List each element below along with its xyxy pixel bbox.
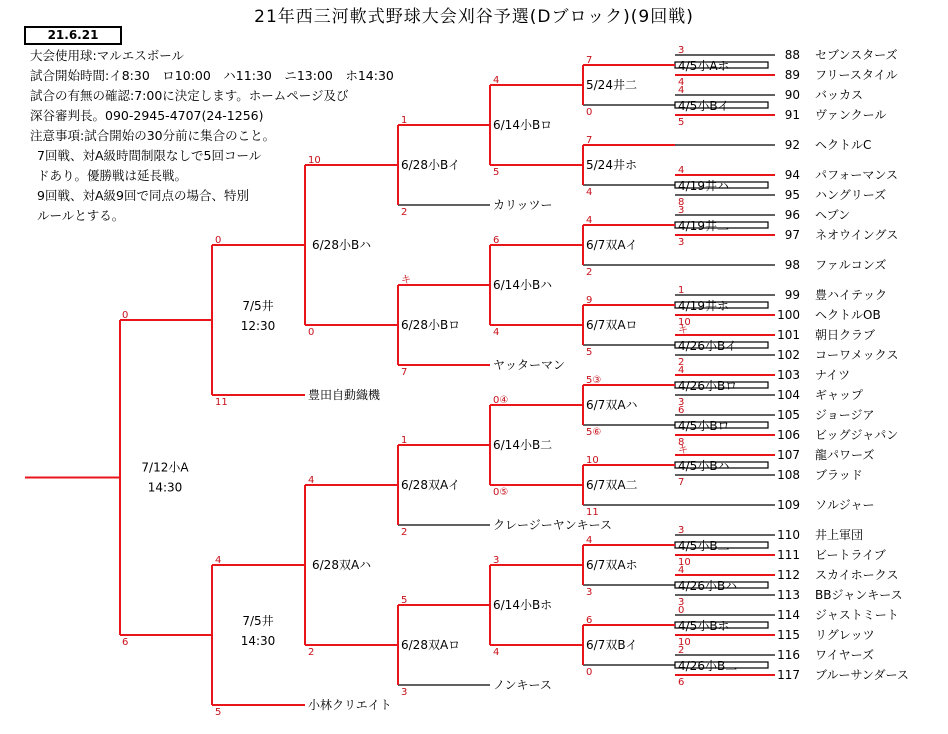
team-number: 100 <box>777 308 800 322</box>
score: 3 <box>586 587 593 598</box>
score: 11 <box>586 507 599 518</box>
score: 0 <box>586 107 593 118</box>
team-number: 92 <box>784 138 800 152</box>
game-label: 6/7双Aホ <box>586 558 638 572</box>
score: 0 <box>122 310 129 321</box>
game-label: 4/19井二 <box>678 219 729 233</box>
score: 9 <box>586 295 593 306</box>
info-line: 注意事項:試合開始の30分前に集合のこと。 <box>30 128 276 143</box>
team-number: 110 <box>777 528 800 542</box>
seeded-team: 小林クリエイト <box>308 698 392 712</box>
score: 10 <box>308 155 321 166</box>
info-line: 試合の有無の確認:7:00に決定します。ホームページ及び <box>30 88 349 103</box>
team-name: ワイヤーズ <box>815 648 875 662</box>
score: 4 <box>215 555 222 566</box>
score: 3 <box>678 45 685 56</box>
score: 6 <box>678 405 685 416</box>
game-label: 4/19井ホ <box>678 299 729 313</box>
info-line: 7回戦、対A級時間制限なしで5回コール <box>37 148 262 163</box>
game-label: 6/28双Aロ <box>401 638 461 652</box>
team-name: BBジャンキース <box>815 588 903 602</box>
score: 3 <box>678 205 685 216</box>
score: 5③ <box>586 375 602 386</box>
game-label: 4/26小Bイ <box>678 339 738 353</box>
team-number: 114 <box>777 608 800 622</box>
seeded-team: クレージーヤンキース <box>493 518 613 532</box>
score: 6 <box>122 637 129 648</box>
info-line: 大会使用球:マルエスボール <box>30 48 184 63</box>
score: 0 <box>678 605 685 616</box>
score: 10 <box>678 557 691 568</box>
game-label: 6/7双Aハ <box>586 398 638 412</box>
info-line: ドあり。優勝戦は延長戦。 <box>37 168 188 183</box>
team-number: 94 <box>784 168 800 182</box>
score: 0⑤ <box>493 487 509 498</box>
score: 0④ <box>493 395 509 406</box>
score: 10 <box>586 455 599 466</box>
team-number: 95 <box>784 188 800 202</box>
game-label: 4/19井ハ <box>678 179 729 193</box>
team-number: 103 <box>777 368 800 382</box>
score: 4 <box>493 75 500 86</box>
game-label: 4/26小B二 <box>678 659 738 673</box>
game-label: 6/28双Aハ <box>312 558 372 572</box>
game-label: 6/14小B二 <box>493 438 553 452</box>
game-label: 7/5井 <box>242 299 274 313</box>
score: 7 <box>678 477 685 488</box>
score: 3 <box>493 555 500 566</box>
game-label: 6/7双Aイ <box>586 238 638 252</box>
team-number: 90 <box>784 88 800 102</box>
score: 7 <box>586 55 593 66</box>
team-name: ファルコンズ <box>815 258 887 272</box>
score: 2 <box>401 527 408 538</box>
team-number: 104 <box>777 388 800 402</box>
team-number: 117 <box>777 668 800 682</box>
seeded-team: ヤッターマン <box>493 358 566 372</box>
score: 6 <box>586 615 593 626</box>
score: 4 <box>586 215 593 226</box>
team-number: 107 <box>777 448 800 462</box>
team-name: ハングリーズ <box>815 188 887 202</box>
team-name: ジャストミート <box>815 608 899 622</box>
team-name: 朝日クラブ <box>815 328 876 342</box>
team-number: 115 <box>777 628 800 642</box>
team-name: 龍パワーズ <box>815 448 875 462</box>
score: 5 <box>215 707 222 718</box>
score: 3 <box>678 525 685 536</box>
score: 10 <box>678 317 691 328</box>
team-number: 98 <box>784 258 800 272</box>
game-time: 12:30 <box>240 319 276 333</box>
team-name: ビッグジャパン <box>815 428 899 442</box>
game-label: 4/5小B二 <box>678 539 730 553</box>
score: 6 <box>678 677 685 688</box>
score: 2 <box>586 267 593 278</box>
score: 4 <box>678 77 685 88</box>
seeded-team: カリッツー <box>493 198 553 212</box>
team-name: 豊ハイテック <box>815 288 888 302</box>
team-number: 97 <box>784 228 800 242</box>
team-number: 99 <box>784 288 800 302</box>
score: 5 <box>678 117 685 128</box>
score: キ <box>401 275 411 286</box>
score: 2 <box>401 207 408 218</box>
info-line: ルールとする。 <box>37 208 125 223</box>
game-label: 6/28小Bロ <box>401 318 461 332</box>
score: 1 <box>678 285 685 296</box>
score: キ <box>678 445 688 456</box>
score: 6 <box>493 235 500 246</box>
team-number: 96 <box>784 208 800 222</box>
team-name: リグレッツ <box>815 628 875 642</box>
team-number: 101 <box>777 328 800 342</box>
game-label: 6/28小Bハ <box>312 238 372 252</box>
team-name: ジョージア <box>815 408 875 422</box>
team-number: 109 <box>777 498 800 512</box>
score: 4 <box>493 647 500 658</box>
game-label: 4/5小Bハ <box>678 459 730 473</box>
score: 4 <box>493 327 500 338</box>
date-box: 21.6.21 <box>24 26 122 45</box>
score: 4 <box>678 85 685 96</box>
score: 4 <box>678 365 685 376</box>
game-label: 6/14小Bハ <box>493 278 553 292</box>
info-line: 9回戦、対A級9回で同点の場合、特別 <box>37 188 249 203</box>
team-number: 102 <box>777 348 800 362</box>
game-label: 5/24井二 <box>586 78 637 92</box>
score: 1 <box>401 115 408 126</box>
score: 0 <box>586 667 593 678</box>
team-number: 88 <box>784 48 800 62</box>
score: 3 <box>401 687 408 698</box>
score: 2 <box>308 647 315 658</box>
score: 0 <box>215 235 222 246</box>
game-label: 6/14小Bホ <box>493 598 553 612</box>
team-name: ヴァンクール <box>815 108 887 122</box>
game-label: 4/5小Bイ <box>678 99 730 113</box>
score: 7 <box>586 135 593 146</box>
game-label: 7/5井 <box>242 614 274 628</box>
score: 2 <box>678 645 685 656</box>
game-label: 6/7双Aロ <box>586 318 638 332</box>
seeded-team: 豊田自動織機 <box>308 388 381 402</box>
score: 3 <box>678 237 685 248</box>
team-name: ブラッド <box>815 468 863 482</box>
score: 4 <box>308 475 315 486</box>
team-name: ビートライブ <box>815 548 886 562</box>
seeded-team: ノンキース <box>493 678 552 692</box>
game-label: 6/7双Bイ <box>586 638 638 652</box>
team-name: バッカス <box>815 88 864 102</box>
team-number: 116 <box>777 648 800 662</box>
score: 2 <box>678 357 685 368</box>
team-number: 112 <box>777 568 800 582</box>
score: 5 <box>586 347 593 358</box>
score: 5 <box>493 167 500 178</box>
team-name: ネオウイングス <box>815 228 899 242</box>
score: 10 <box>678 637 691 648</box>
game-label: 4/5小Bホ <box>678 619 730 633</box>
team-name: スカイホークス <box>815 568 899 582</box>
score: 4 <box>678 565 685 576</box>
score: 7 <box>401 367 408 378</box>
team-name: コーワメックス <box>815 348 899 362</box>
score: キ <box>678 325 688 336</box>
game-label: 4/5小Bロ <box>678 419 730 433</box>
team-name: フリースタイル <box>815 68 898 82</box>
score: 0 <box>308 327 315 338</box>
team-name: ソルジャー <box>815 498 875 512</box>
page-title: 21年西三河軟式野球大会刈谷予選(Dブロック)(9回戦) <box>254 7 694 27</box>
game-label: 4/26小Bロ <box>678 379 738 393</box>
game-time: 14:30 <box>147 480 183 495</box>
game-label: 6/14小Bロ <box>493 118 553 132</box>
score: 4 <box>678 165 685 176</box>
score: 1 <box>401 435 408 446</box>
team-number: 91 <box>784 108 800 122</box>
team-number: 89 <box>784 68 800 82</box>
game-label: 6/28双Aイ <box>401 478 461 492</box>
team-name: 井上軍団 <box>815 528 864 542</box>
team-name: ブルーサンダース <box>815 668 909 682</box>
team-number: 113 <box>777 588 800 602</box>
team-number: 105 <box>777 408 800 422</box>
score: 11 <box>215 397 228 408</box>
game-label: 6/7双A二 <box>586 478 638 492</box>
team-name: ギャップ <box>815 388 864 402</box>
score: 4 <box>586 187 593 198</box>
score: 8 <box>678 437 685 448</box>
team-name: ナイツ <box>815 368 851 382</box>
team-number: 108 <box>777 468 800 482</box>
game-label: 6/28小Bイ <box>401 158 461 172</box>
score: 5⑥ <box>586 427 602 438</box>
info-line: 試合開始時間:イ8:30 ロ10:00 ハ11:30 ニ13:00 ホ14:30 <box>30 68 394 83</box>
score: 5 <box>401 595 408 606</box>
team-name: パフォーマンス <box>815 168 899 182</box>
team-name: ヘクトルC <box>815 138 872 152</box>
score: 8 <box>678 197 685 208</box>
score: 4 <box>586 535 593 546</box>
game-label: 5/24井ホ <box>586 158 637 172</box>
team-name: ヘブン <box>815 208 851 222</box>
score: 3 <box>678 397 685 408</box>
game-label: 7/12小A <box>141 460 189 475</box>
team-name: セブンスターズ <box>815 48 898 62</box>
team-number: 111 <box>777 548 800 562</box>
team-number: 106 <box>777 428 800 442</box>
game-label: 4/26小Bハ <box>678 579 738 593</box>
game-label: 4/5小Aホ <box>678 59 730 73</box>
score: 3 <box>678 597 685 608</box>
game-time: 14:30 <box>240 634 276 648</box>
info-line: 深谷審判長。090-2945-4707(24-1256) <box>30 108 264 123</box>
team-name: ヘクトルOB <box>815 308 881 322</box>
